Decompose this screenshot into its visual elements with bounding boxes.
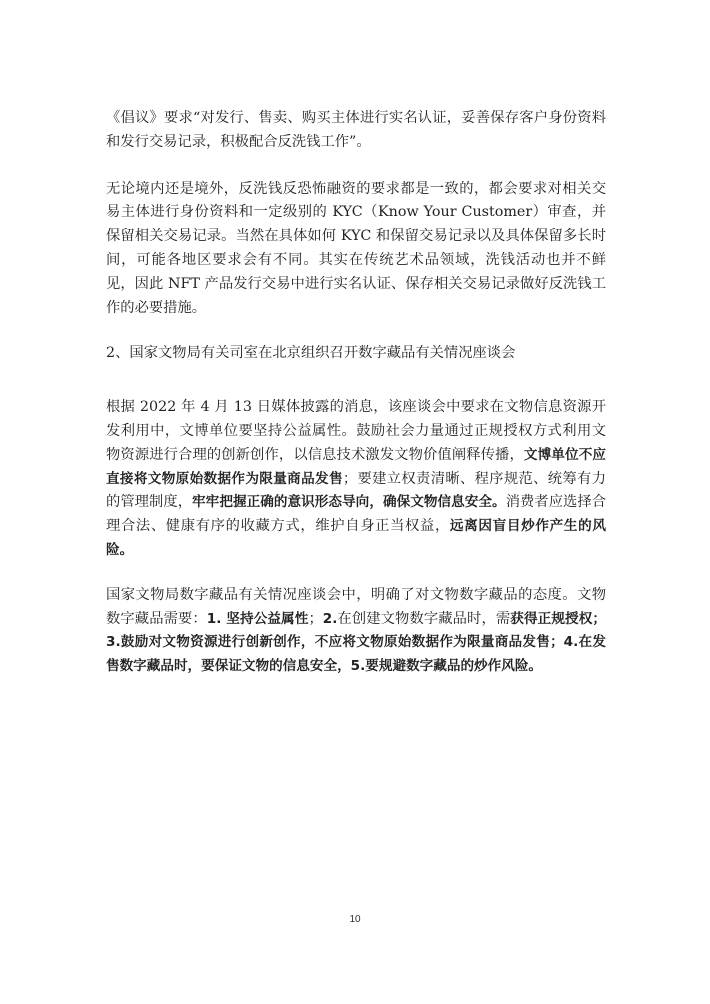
emphasized-text: 2. xyxy=(322,610,338,627)
emphasized-text: 文博单位不应直接将文物原始数据作为限量商品发售 xyxy=(106,446,607,487)
paragraph-symposium-summary xyxy=(106,584,606,679)
text-run: 2、国家文物局有关司室在北京组织召开数字藏品有关情况座谈会 xyxy=(106,345,516,362)
paragraph-symposium-details xyxy=(106,396,606,563)
text-run: 消费者应选择合理合法、健康有序的收藏方式，维护自身正当权益， xyxy=(106,494,607,535)
text-run: 无论境内还是境外，反洗钱反恐怖融资的要求都是一致的，都会要求对相关交易主体进行身份资料和一定级别的 KYC（Know Your Customer）审查，并保留相关交易记录。当然在具体如何 KYC 和保留交易记录以及具体保留多长时间，可能各地区要求会有不同。其实在传统艺术品领域，洗钱活动也并不鲜见，因此 NFT 产品发行交易中进行实名认证、保存相关交易记录做好反洗钱工作的必要措施。 xyxy=(106,180,606,316)
text-run: 在创建文物数字藏品时，需 xyxy=(337,610,511,627)
text-run: ；要建立权责清晰、程序规范、统筹有力的管理制度， xyxy=(106,470,606,511)
text-run: 根据 2022 年 4 月 13 日媒体披露的消息，该座谈会中要求在文物信息资源开发利用中，文博单位要坚持公益属性。鼓励社会力量通过正规授权方式利用文物资源进行合理的创新创作，以信息技术激发文物价值阐释传播， xyxy=(106,399,606,463)
page-number: 10 xyxy=(349,914,361,925)
paragraph-anti-money-laundering xyxy=(106,178,606,321)
emphasized-text: 获得正规授权；3.鼓励对文物资源进行创新创作，不应将文物原始数据作为限量商品发售；4.在发售数字藏品时，要保证文物的信息安全，5.要规避数字藏品的炒作风险。 xyxy=(106,610,607,675)
text-run: 《倡议》要求“对发行、售卖、购买主体进行实名认证，妥善保存客户身份资料和发行交易记录，积极配合反洗钱工作”。 xyxy=(106,110,606,150)
text-run: 国家文物局数字藏品有关情况座谈会中，明确了对文物数字藏品的态度。文物数字藏品需要： xyxy=(106,586,606,627)
paragraph-proposal-requirement xyxy=(106,107,606,155)
section-heading-symposium xyxy=(106,342,606,366)
text-run: ； xyxy=(308,610,323,627)
emphasized-text: 1. 坚持公益属性 xyxy=(206,610,309,627)
emphasized-text: 牢牢把握正确的意识形态导向，确保文物信息安全。 xyxy=(192,494,506,511)
document-body xyxy=(106,107,606,679)
emphasized-text: 远离因盲目炒作产生的风险。 xyxy=(106,518,607,558)
